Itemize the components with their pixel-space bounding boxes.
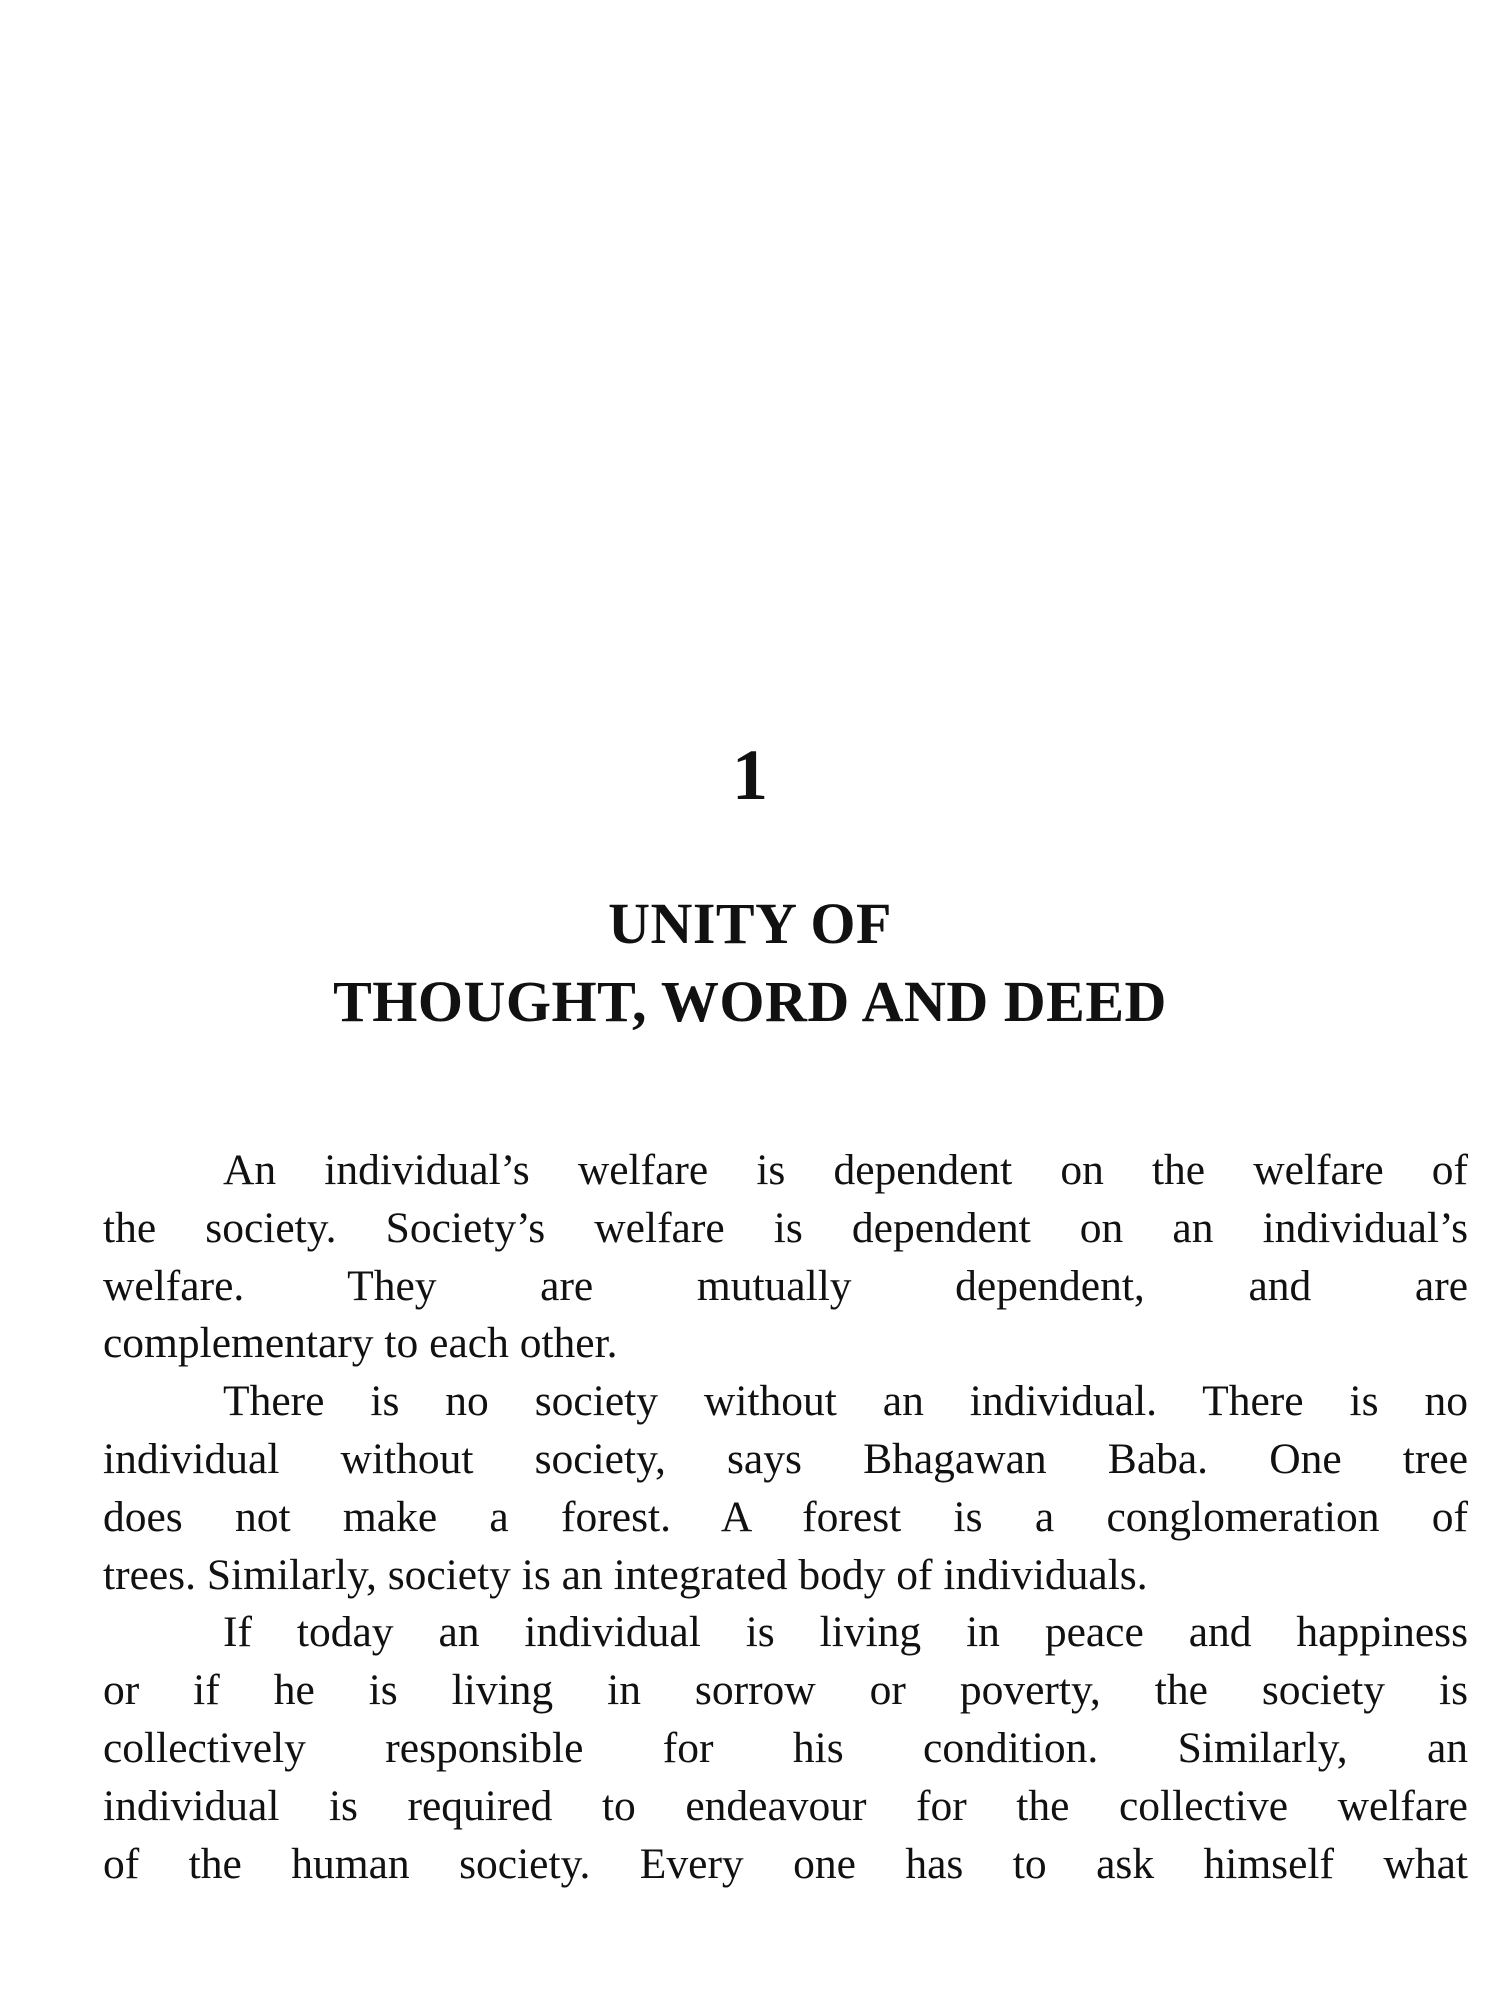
text-line: the society. Society’s welfare is dependent on an individual’s	[103, 1203, 1468, 1252]
chapter-title-line-1: UNITY OF	[608, 891, 892, 956]
paragraph-3	[103, 1604, 1468, 1893]
text-line: complementary to each other.	[103, 1319, 618, 1368]
text-line: An individual’s welfare is dependent on the welfare of	[223, 1146, 1468, 1194]
text-line: trees. Similarly, society is an integrated body of individuals.	[103, 1550, 1148, 1599]
chapter-number: 1	[732, 735, 768, 815]
body-text	[103, 1142, 1468, 1893]
text-line: or if he is living in sorrow or poverty, the society is	[103, 1666, 1468, 1715]
text-line: individual is required to endeavour for the collective welfare	[103, 1781, 1468, 1830]
paragraph-1	[103, 1142, 1468, 1373]
text-line: welfare. They are mutually dependent, and are	[103, 1261, 1468, 1310]
text-line: does not make a forest. A forest is a conglomeration of	[103, 1492, 1468, 1541]
text-line: collectively responsible for his condition. Similarly, an	[103, 1723, 1468, 1772]
text-line: individual without society, says Bhagawan Baba. One tree	[103, 1434, 1468, 1483]
text-line: If today an individual is living in peace and happiness	[223, 1608, 1468, 1657]
chapter-title-line-2: THOUGHT, WORD AND DEED	[333, 969, 1167, 1034]
chapter-title	[0, 885, 1500, 1041]
text-line: There is no society without an individual. There is no	[223, 1377, 1468, 1426]
text-line: of the human society. Every one has to ask himself what	[103, 1839, 1468, 1888]
paragraph-2	[103, 1373, 1468, 1604]
